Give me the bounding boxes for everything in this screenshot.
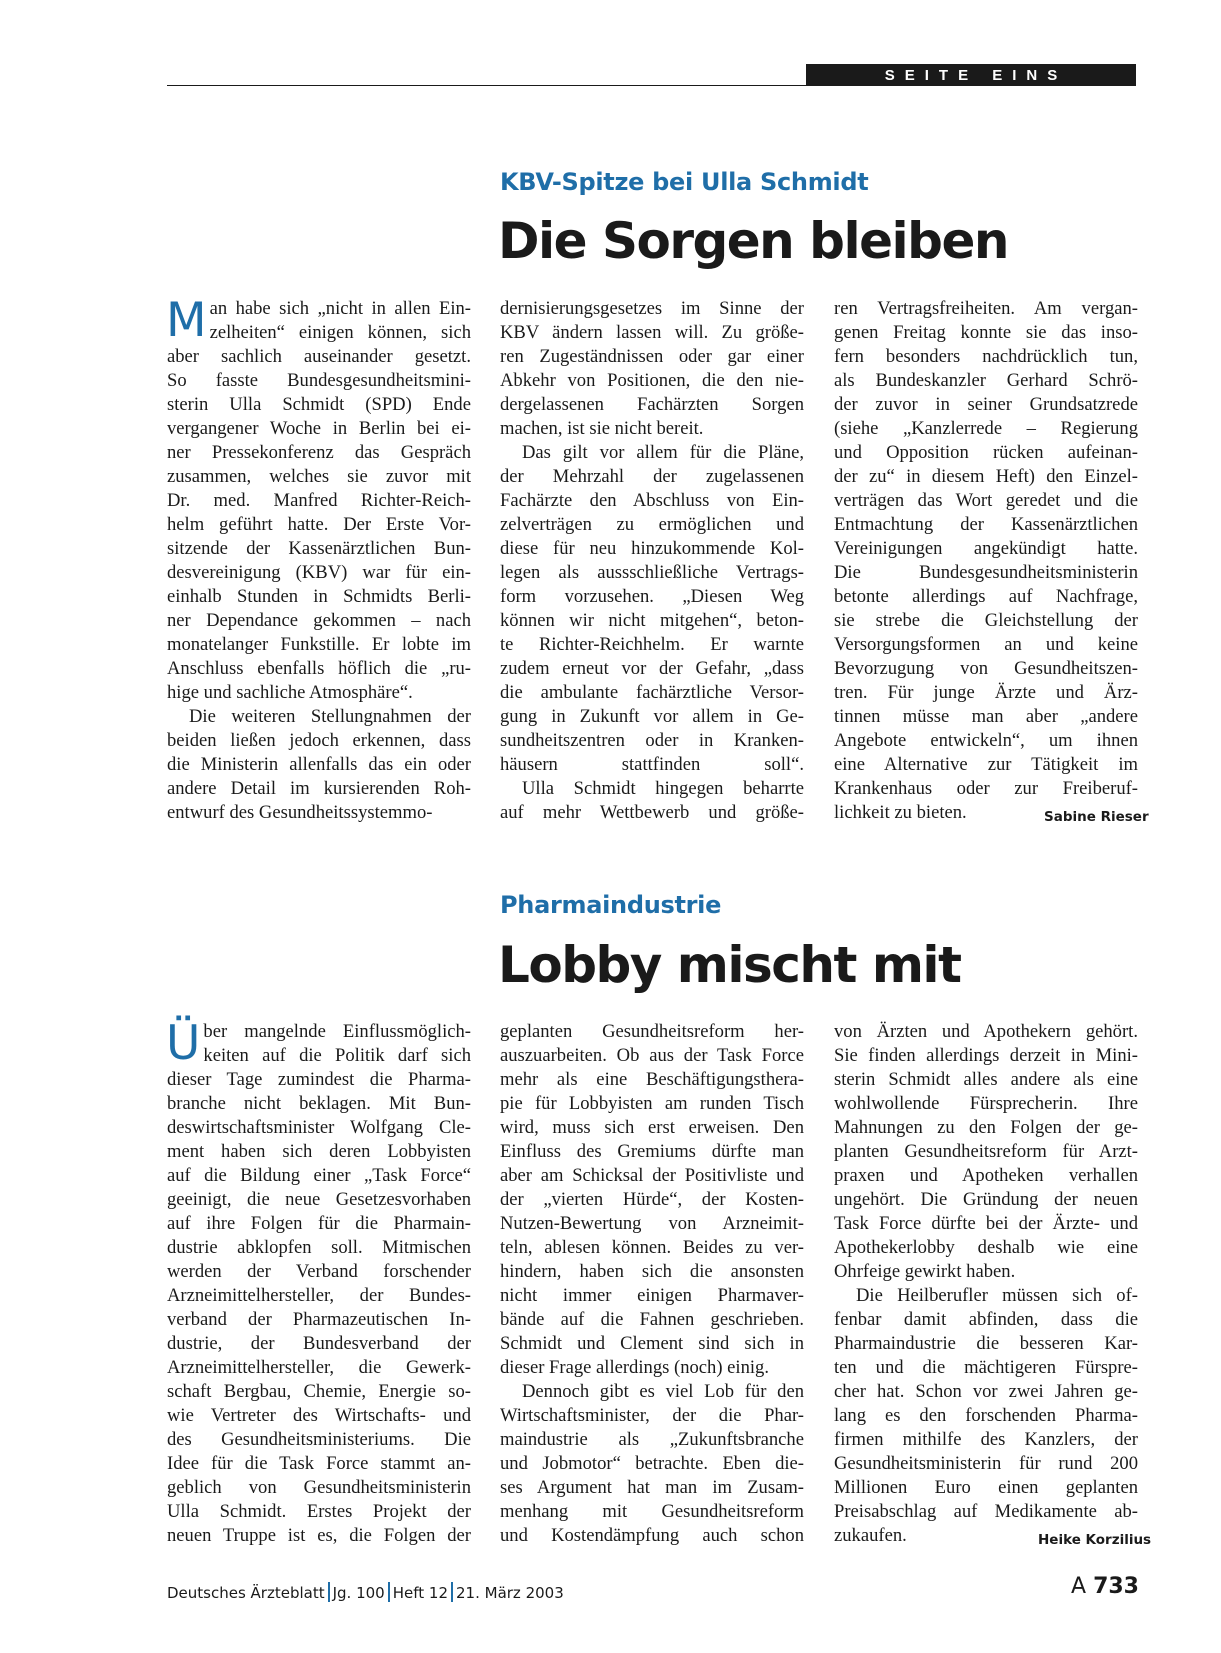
text-line: helm geführt hatte. Der Erste Vor-: [167, 514, 471, 535]
text-line: wie Vertreter des Wirtschafts- und: [167, 1405, 471, 1426]
text-line: aber sachlich auseinander gesetzt.: [167, 346, 471, 367]
text-line: des Gesundheitsministeriums. Die: [167, 1429, 471, 1450]
article2-column-2: [500, 1020, 804, 1548]
text-line: ber mangelnde Einflussmöglich-: [203, 1021, 471, 1042]
text-line: monatelanger Funkstille. Er lobte im: [167, 634, 471, 655]
text-line: die Ministerin allenfalls das ein oder: [167, 754, 471, 775]
text-line: ren Zugeständnissen oder gar einer: [500, 346, 804, 367]
text-line: Wirtschaftsminister, der die Phar-: [500, 1405, 804, 1426]
article1-column-1: [166, 293, 471, 825]
text-line: neuen Truppe ist es, die Folgen der: [167, 1525, 471, 1546]
text-line: zusammen, welches sie zuvor mit: [167, 466, 471, 487]
text-line: geeinigt, die neue Gesetzesvorhaben: [167, 1189, 471, 1210]
text-line: als Bundeskanzler Gerhard Schrö-: [834, 370, 1138, 391]
text-line: aber am Schicksal der Positivliste und: [500, 1165, 804, 1186]
text-line: fenbar damit abfinden, dass die: [834, 1309, 1138, 1330]
page-number: [1071, 1574, 1139, 1599]
text-line: mehr als eine Beschäftigungsthera-: [500, 1069, 804, 1090]
article2-kicker: Pharmaindustrie: [500, 891, 722, 919]
text-line: Nutzen-Bewertung von Arzneimit-: [500, 1213, 804, 1234]
article2-headline: Lobby mischt mit: [498, 936, 961, 994]
text-line: deswirtschaftsminister Wolfgang Cle-: [167, 1117, 471, 1138]
text-line: Mahnungen zu den Folgen der ge-: [834, 1117, 1138, 1138]
text-line: dieser Frage allerdings (noch) einig.: [500, 1357, 770, 1378]
text-line: Preisabschlag auf Medikamente ab-: [834, 1501, 1138, 1522]
text-line: desvereinigung (KBV) war für ein-: [167, 562, 471, 583]
text-line: Arzneimittelhersteller, der Bundes-: [167, 1285, 471, 1306]
text-line: geplanten Gesundheitsreform her-: [500, 1021, 804, 1042]
text-line: So fasste Bundesgesundheitsmini-: [167, 370, 471, 391]
text-line: auf ihre Folgen für die Pharmain-: [167, 1213, 471, 1234]
text-line: häusern stattfinden soll“.: [500, 754, 804, 775]
text-line: von Ärzten und Apothekern gehört.: [834, 1021, 1138, 1042]
page-number-value: 733: [1093, 1574, 1139, 1599]
text-line: Abkehr von Positionen, die den nie-: [500, 370, 804, 391]
article2-column-3: [834, 1020, 1138, 1548]
text-line: Millionen Euro einen geplanten: [834, 1477, 1138, 1498]
text-line: firmen mithilfe des Kanzlers, der: [834, 1429, 1138, 1450]
text-line: hige und sachliche Atmosphäre“.: [167, 682, 413, 703]
text-line: und Kostendämpfung auch schon: [500, 1525, 804, 1546]
text-line: keiten auf die Politik darf sich: [203, 1045, 471, 1066]
text-line: Die Bundesgesundheitsministerin: [834, 562, 1138, 583]
article1-headline: Die Sorgen bleiben: [498, 212, 1008, 270]
text-line: Sie finden allerdings derzeit in Mini-: [834, 1045, 1138, 1066]
text-line: (siehe „Kanzlerrede – Regierung: [834, 418, 1138, 439]
text-line: ten und die mächtigeren Fürspre-: [834, 1357, 1138, 1378]
text-line: Dr. med. Manfred Richter-Reich-: [167, 490, 471, 511]
text-line: maindustrie als „Zukunftsbranche: [500, 1429, 804, 1450]
text-line: Vereinigungen angekündigt hatte.: [834, 538, 1138, 559]
text-line: Ohrfeige gewirkt haben.: [834, 1261, 1016, 1282]
text-line: Krankenhaus oder zur Freiberuf-: [834, 778, 1138, 799]
text-line: Versorgungsformen an und keine: [834, 634, 1138, 655]
text-line: werden der Verband forschender: [167, 1261, 471, 1282]
text-line: Die Heilberufler müssen sich of-: [856, 1285, 1138, 1306]
footer-volume: Jg. 100: [332, 1584, 385, 1602]
text-line: Anschluss ebenfalls höflich die „ru-: [167, 658, 471, 679]
text-line: wird, muss sich erst erweisen. Den: [500, 1117, 804, 1138]
text-line: praxen und Apotheken verhallen: [834, 1165, 1138, 1186]
text-line: te Richter-Reichhelm. Er warnte: [500, 634, 804, 655]
article2-dropcap: Ü: [166, 1016, 201, 1071]
section-label: SEITE EINS: [806, 64, 1136, 86]
text-line: dergelassenen Fachärzten Sorgen: [500, 394, 804, 415]
text-line: und Jobmotor“ betrachte. Eben die-: [500, 1453, 804, 1474]
footer-separator: [388, 1582, 390, 1602]
footer-citation: [167, 1582, 564, 1602]
footer-journal: Deutsches Ärzteblatt: [167, 1584, 325, 1602]
text-line: cher hat. Schon vor zwei Jahren ge-: [834, 1381, 1138, 1402]
text-line: ner Dependance gekommen – nach: [167, 610, 471, 631]
article2-author: Heike Korzilius: [1038, 1532, 1152, 1548]
text-line: dustrie abklopfen soll. Mitmischen: [167, 1237, 471, 1258]
text-line: ment haben sich deren Lobbyisten: [167, 1141, 471, 1162]
text-line: branche nicht beklagen. Mit Bun-: [167, 1093, 471, 1114]
text-line: Das gilt vor allem für die Pläne,: [522, 442, 804, 463]
footer-separator: [328, 1582, 330, 1602]
text-line: diese für neu hinzukommende Kol-: [500, 538, 804, 559]
text-line: an habe sich „nicht in allen Ein-: [209, 298, 471, 319]
text-line: Arzneimittelhersteller, die Gewerk-: [167, 1357, 471, 1378]
text-line: ren Vertragsfreiheiten. Am vergan-: [834, 298, 1138, 319]
article1-column-2: [500, 297, 804, 825]
text-line: zelverträgen zu ermöglichen und: [500, 514, 804, 535]
text-line: vergangener Woche in Berlin bei ei-: [167, 418, 471, 439]
text-line: sie strebe die Gleichstellung der: [834, 610, 1138, 631]
text-line: planten Gesundheitsreform für Arzt-: [834, 1141, 1138, 1162]
text-line: die ambulante fachärztliche Versor-: [500, 682, 804, 703]
text-line: Schmidt und Clement sind sich in: [500, 1333, 804, 1354]
footer-issue: Heft 12: [392, 1584, 448, 1602]
text-line: teln, ablesen können. Beides zu ver-: [500, 1237, 804, 1258]
text-line: Einfluss des Gremiums dürfte man: [500, 1141, 804, 1162]
text-line: der Mehrzahl der zugelassenen: [500, 466, 804, 487]
text-line: Entmachtung der Kassenärztlichen: [834, 514, 1138, 535]
text-line: zelheiten“ einigen können, sich: [209, 322, 471, 343]
text-line: fern besonders nachdrücklich tun,: [834, 346, 1138, 367]
text-line: ner Pressekonferenz das Gespräch: [167, 442, 471, 463]
article1-column-3: [834, 297, 1138, 825]
text-line: Fachärzte den Abschluss von Ein-: [500, 490, 804, 511]
text-line: pie für Lobbyisten am runden Tisch: [500, 1093, 804, 1114]
text-line: können wir nicht mitgehen“, beton-: [500, 610, 804, 631]
text-line: nicht immer einigen Pharmaver-: [500, 1285, 804, 1306]
text-line: der zu“ in diesem Heft) den Einzel-: [834, 466, 1138, 487]
text-line: geblich von Gesundheitsministerin: [167, 1477, 471, 1498]
text-line: dernisierungsgesetzes im Sinne der: [500, 298, 804, 319]
text-line: Ulla Schmidt hingegen beharrte: [522, 778, 804, 799]
text-line: zudem erneut vor der Gefahr, „dass: [500, 658, 804, 679]
text-line: sundheitszentren oder in Kranken-: [500, 730, 804, 751]
text-line: schaft Bergbau, Chemie, Energie so-: [167, 1381, 471, 1402]
text-line: gung in Zukunft vor allem in Ge-: [500, 706, 804, 727]
text-line: form vorzusehen. „Diesen Weg: [500, 586, 804, 607]
article2-column-1: [166, 1016, 471, 1548]
footer-date: 21. März 2003: [456, 1584, 564, 1602]
text-line: andere Detail im kursierenden Roh-: [167, 778, 471, 799]
text-line: sitzende der Kassenärztlichen Bun-: [167, 538, 471, 559]
footer-separator: [451, 1582, 453, 1602]
text-line: verträgen das Wort geredet und die: [834, 490, 1138, 511]
text-line: wohlwollende Fürsprecherin. Ihre: [834, 1093, 1138, 1114]
text-line: tren. Für junge Ärzte und Ärz-: [834, 682, 1138, 703]
text-line: sterin Schmidt alles andere als eine: [834, 1069, 1138, 1090]
text-line: Die weiteren Stellungnahmen der: [189, 706, 471, 727]
text-line: dieser Tage zumindest die Pharma-: [167, 1069, 471, 1090]
text-line: betonte allerdings auf Nachfrage,: [834, 586, 1138, 607]
text-line: machen, ist sie nicht bereit.: [500, 418, 704, 439]
text-line: einhalb Stunden in Schmidts Berli-: [167, 586, 471, 607]
text-line: Ulla Schmidt. Erstes Projekt der: [167, 1501, 471, 1522]
article1-kicker: KBV-Spitze bei Ulla Schmidt: [500, 168, 869, 196]
text-line: lichkeit zu bieten.: [834, 802, 967, 823]
text-line: Gesundheitsministerin für rund 200: [834, 1453, 1138, 1474]
text-line: Bevorzugung von Gesundheitszen-: [834, 658, 1138, 679]
text-line: auf mehr Wettbewerb und größe-: [500, 802, 804, 823]
text-line: Dennoch gibt es viel Lob für den: [522, 1381, 804, 1402]
text-line: legen als aussschließliche Vertrags-: [500, 562, 804, 583]
text-line: dustrie, der Bundesverband der: [167, 1333, 471, 1354]
text-line: zukaufen.: [834, 1525, 907, 1546]
text-line: der zuvor in seiner Grundsatzrede: [834, 394, 1138, 415]
text-line: Apothekerlobby deshalb wie eine: [834, 1237, 1138, 1258]
text-line: lang es den forschenden Pharma-: [834, 1405, 1138, 1426]
text-line: menhang mit Gesundheitsreform: [500, 1501, 804, 1522]
text-line: auszuarbeiten. Ob aus der Task Force: [500, 1045, 804, 1066]
text-line: KBV ändern lassen will. Zu größe-: [500, 322, 804, 343]
article1-dropcap: M: [166, 293, 207, 348]
article1-author: Sabine Rieser: [1044, 809, 1149, 825]
page-prefix: A: [1071, 1574, 1087, 1599]
text-line: eine Alternative zur Tätigkeit im: [834, 754, 1138, 775]
text-line: beiden ließen jedoch erkennen, dass: [167, 730, 471, 751]
text-line: Angebote entwickeln“, um ihnen: [834, 730, 1138, 751]
text-line: genen Freitag konnte sie das inso-: [834, 322, 1138, 343]
text-line: Idee für die Task Force stammt an-: [167, 1453, 471, 1474]
text-line: hindern, haben sich die ansonsten: [500, 1261, 804, 1282]
text-line: tinnen müsse man aber „andere: [834, 706, 1138, 727]
text-line: entwurf des Gesundheitssystemmo-: [167, 802, 433, 823]
text-line: Task Force dürfte bei der Ärzte- und: [834, 1213, 1138, 1234]
text-line: auf die Bildung einer „Task Force“: [167, 1165, 471, 1186]
text-line: ses Argument hat man im Zusam-: [500, 1477, 804, 1498]
text-line: bände auf die Fahnen geschrieben.: [500, 1309, 804, 1330]
text-line: der „vierten Hürde“, der Kosten-: [500, 1189, 804, 1210]
text-line: verband der Pharmazeutischen In-: [167, 1309, 471, 1330]
text-line: Pharmaindustrie die besseren Kar-: [834, 1333, 1138, 1354]
text-line: ungehört. Die Gründung der neuen: [834, 1189, 1138, 1210]
text-line: sterin Ulla Schmidt (SPD) Ende: [167, 394, 471, 415]
text-line: und Opposition rücken aufeinan-: [834, 442, 1138, 463]
